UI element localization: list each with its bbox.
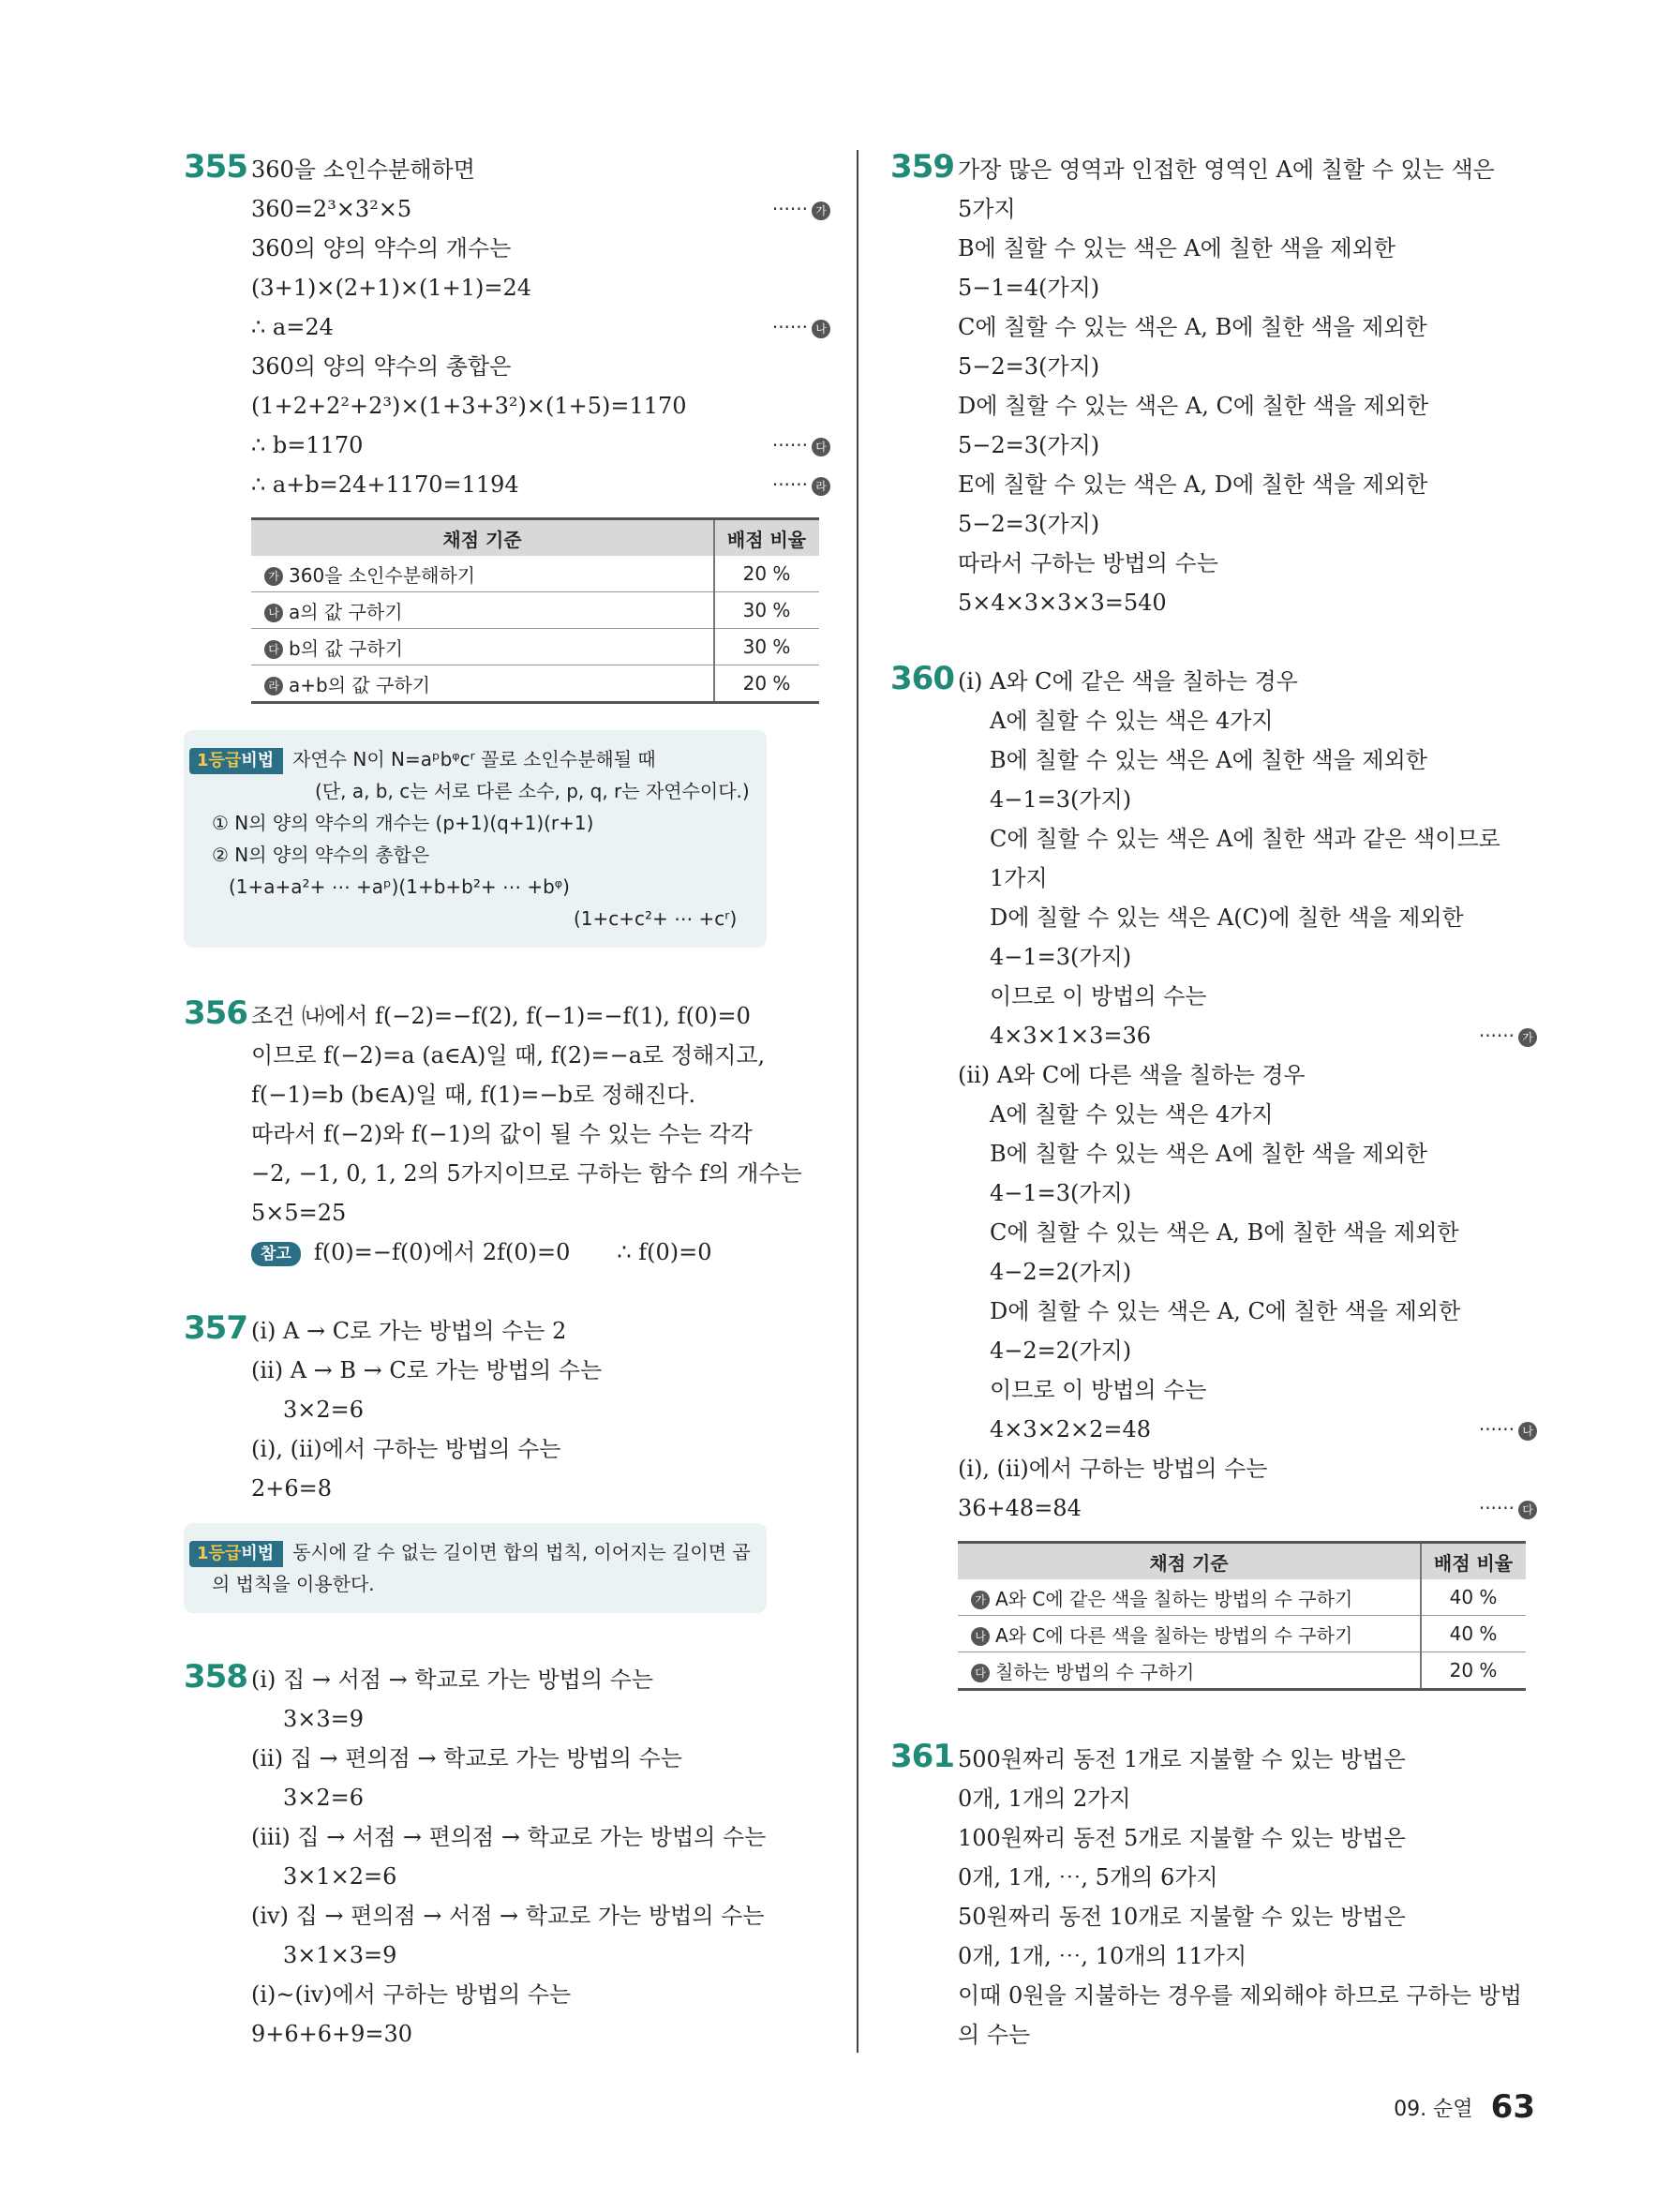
problem-number: 355 (184, 148, 247, 186)
line-text: B에 칠할 수 있는 색은 A에 칠한 색을 제외한 (958, 235, 1396, 262)
line-text: 4−2=2(가지) (990, 1259, 1132, 1285)
solution-line (251, 307, 830, 347)
scoring-row (958, 1616, 1526, 1652)
line-text: (ii) 집 → 편의점 → 학교로 가는 방법의 수는 (251, 1745, 682, 1771)
line-text: 5×4×3×3×3=540 (958, 590, 1167, 616)
criteria-text: A와 C에 같은 색을 칠하는 방법의 수 구하기 (995, 1587, 1353, 1610)
line-text: B에 칠할 수 있는 색은 A에 칠한 색을 제외한 (990, 747, 1427, 773)
line-text: (iii) 집 → 서점 → 편의점 → 학교로 가는 방법의 수는 (251, 1824, 767, 1850)
line-text: 3×1×2=6 (283, 1863, 397, 1890)
solution-line (958, 426, 1537, 465)
criteria-text: 360을 소인수분해하기 (289, 563, 476, 587)
solution-line (251, 426, 830, 465)
scoring-row (958, 1579, 1526, 1616)
tip-line (199, 839, 752, 871)
solution-line (251, 347, 830, 386)
solution-line (958, 347, 1537, 386)
solution-line (251, 1114, 830, 1154)
problem-360 (890, 662, 1537, 1691)
scoring-header-ratio: 배점 비율 (1421, 1543, 1526, 1580)
line-text: 따라서 f(−2)와 f(−1)의 값이 될 수 있는 수는 각각 (251, 1121, 753, 1147)
tip-badge-label: 비법 (241, 1544, 275, 1563)
line-text: 가장 많은 영역과 인접한 영역인 A에 칠할 수 있는 색은 (958, 157, 1495, 183)
solution-line (958, 150, 1537, 189)
scoring-criteria (251, 665, 714, 703)
line-text: 4×3×2×2=48 (990, 1416, 1152, 1442)
solution-line (251, 1311, 830, 1351)
problem-355 (184, 150, 830, 948)
criteria-circle: 나 (264, 604, 283, 622)
tip-line (199, 775, 752, 807)
solution-line (251, 1739, 830, 1778)
solution-line (958, 1779, 1537, 1818)
solution-line (958, 229, 1537, 268)
line-text: 4−1=3(가지) (990, 944, 1132, 970)
solution-lines (251, 150, 830, 504)
line-text: (i), (ii)에서 구하는 방법의 수는 (251, 1436, 561, 1462)
solution-line (958, 701, 1537, 740)
line-text: 360을 소인수분해하면 (251, 157, 475, 183)
solution-line (251, 268, 830, 307)
solution-lines (251, 996, 830, 1233)
tip-line (199, 1568, 752, 1600)
solution-line (251, 1075, 830, 1114)
solution-line (251, 1857, 830, 1896)
line-text: 360의 양의 약수의 총합은 (251, 353, 512, 380)
solution-line (251, 1036, 830, 1075)
solution-line (251, 386, 830, 426)
line-text: 360의 양의 약수의 개수는 (251, 235, 512, 262)
solution-line (958, 1370, 1537, 1410)
solution-line (251, 1390, 830, 1429)
solution-line (958, 898, 1537, 937)
line-text: 36+48=84 (958, 1495, 1082, 1521)
line-text: 9+6+6+9=30 (251, 2021, 413, 2047)
line-text: (i) A와 C에 같은 색을 칠하는 경우 (958, 668, 1298, 695)
solution-line (251, 1896, 830, 1936)
solution-line (958, 2015, 1537, 2055)
line-text: ∴ b=1170 (251, 432, 364, 458)
tip-line (199, 871, 752, 903)
criteria-text: 칠하는 방법의 수 구하기 (995, 1660, 1195, 1683)
solution-line (958, 1213, 1537, 1252)
solution-line (251, 1817, 830, 1857)
line-text: 3×2=6 (283, 1785, 365, 1811)
problem-number: 360 (890, 660, 954, 697)
line-text: 5가지 (958, 196, 1016, 222)
tip-badge-label: 비법 (241, 751, 275, 770)
solution-line (958, 1173, 1537, 1213)
solution-line (958, 780, 1537, 819)
line-text: 360=2³×3²×5 (251, 196, 412, 222)
solution-line (958, 307, 1537, 347)
scoring-table (958, 1541, 1526, 1691)
scoring-ratio: 30 % (714, 629, 819, 665)
line-text: 0개, 1개, ⋯, 10개의 11가지 (958, 1943, 1247, 1969)
line-text: C에 칠할 수 있는 색은 A에 칠한 색과 같은 색이므로 (990, 826, 1500, 852)
line-text: (i)~(iv)에서 구하는 방법의 수는 (251, 1981, 572, 2008)
tip-text: (1+a+a²+ ⋯ +aᵖ)(1+b+b²+ ⋯ +bᵠ) (229, 875, 570, 898)
solution-line (251, 1936, 830, 1975)
solution-line (251, 1975, 830, 2014)
line-text: (i), (ii)에서 구하는 방법의 수는 (958, 1456, 1268, 1482)
line-text: 5−1=4(가지) (958, 275, 1100, 301)
line-text: 5×5=25 (251, 1200, 347, 1226)
solution-lines (958, 1740, 1537, 2055)
solution-lines (958, 662, 1537, 1528)
scoring-criteria (251, 556, 714, 592)
line-text: 이므로 이 방법의 수는 (990, 983, 1207, 1009)
line-text: 3×1×3=9 (283, 1942, 397, 1968)
scoring-ratio: 20 % (714, 665, 819, 703)
line-text: (ii) A와 C에 다른 색을 칠하는 경우 (958, 1062, 1306, 1088)
step-marker-circle: 나 (1518, 1422, 1537, 1441)
line-text: 5−2=3(가지) (958, 353, 1100, 380)
line-text: 이때 0원을 지불하는 경우를 제외해야 하므로 구하는 방법 (958, 1982, 1522, 2009)
solution-line (251, 1778, 830, 1817)
solution-line (251, 2014, 830, 2054)
line-text: (1+2+2²+2³)×(1+3+3²)×(1+5)=1170 (251, 393, 687, 419)
solution-line (251, 1154, 830, 1193)
criteria-text: a의 값 구하기 (289, 600, 403, 623)
line-text: 5−2=3(가지) (958, 432, 1100, 458)
line-text: D에 칠할 수 있는 색은 A, C에 칠한 색을 제외한 (958, 393, 1429, 419)
line-text: 이므로 이 방법의 수는 (990, 1377, 1207, 1403)
chapter-label: 09. 순열 (1394, 2097, 1473, 2121)
tip-badge-grade: 1등급 (197, 751, 242, 770)
solution-lines (251, 1660, 830, 2054)
tip-text: ② N의 양의 약수의 총합은 (212, 844, 430, 866)
solution-line (958, 1331, 1537, 1370)
problem-356 (184, 996, 830, 1272)
line-text: 500원짜리 동전 1개로 지불할 수 있는 방법은 (958, 1746, 1406, 1772)
solution-line (958, 859, 1537, 898)
line-text: D에 칠할 수 있는 색은 A, C에 칠한 색을 제외한 (990, 1298, 1461, 1324)
step-marker: ······ 다 (1479, 1488, 1537, 1528)
line-text: 4−1=3(가지) (990, 786, 1132, 813)
solution-line (958, 1858, 1537, 1897)
line-text: B에 칠할 수 있는 색은 A에 칠한 색을 제외한 (990, 1141, 1427, 1167)
criteria-text: a+b의 값 구하기 (289, 673, 431, 696)
line-text: 따라서 구하는 방법의 수는 (958, 550, 1218, 576)
tip-text: (1+c+c²+ ⋯ +cʳ) (574, 907, 738, 930)
solution-line (958, 268, 1537, 307)
scoring-row (251, 592, 819, 629)
tip-badge (189, 1541, 283, 1567)
line-text: C에 칠할 수 있는 색은 A, B에 칠한 색을 제외한 (958, 314, 1427, 340)
tip-text: 동시에 갈 수 없는 길이면 합의 법칙, 이어지는 길이면 곱 (292, 1541, 751, 1563)
criteria-text: A와 C에 다른 색을 칠하는 방법의 수 구하기 (995, 1623, 1353, 1647)
line-text: 0개, 1개의 2가지 (958, 1786, 1131, 1812)
criteria-circle: 다 (971, 1664, 990, 1682)
criteria-text: b의 값 구하기 (289, 636, 404, 660)
line-text: (iv) 집 → 편의점 → 서점 → 학교로 가는 방법의 수는 (251, 1903, 765, 1929)
scoring-ratio: 30 % (714, 592, 819, 629)
left-column (184, 150, 830, 2054)
line-text: 100원짜리 동전 5개로 지불할 수 있는 방법은 (958, 1825, 1406, 1851)
scoring-header-ratio: 배점 비율 (714, 519, 819, 557)
step-marker-circle: 가 (812, 202, 830, 220)
step-marker-circle: 가 (1518, 1028, 1537, 1047)
solution-line (251, 1469, 830, 1508)
problem-number: 359 (890, 148, 954, 186)
scoring-row (251, 665, 819, 703)
solution-line (958, 544, 1537, 583)
solution-line (958, 937, 1537, 977)
reference-text: f(0)=−f(0)에서 2f(0)=0 (313, 1239, 571, 1265)
scoring-row (251, 556, 819, 592)
line-text: 5−2=3(가지) (958, 511, 1100, 537)
scoring-ratio: 40 % (1421, 1579, 1526, 1616)
column-divider (857, 150, 858, 2053)
solution-line (958, 1292, 1537, 1331)
step-marker: ······ 라 (772, 465, 830, 504)
line-text: 이므로 f(−2)=a (a∈A)일 때, f(2)=−a로 정해지고, (251, 1042, 766, 1069)
scoring-criteria (251, 629, 714, 665)
line-text: (3+1)×(2+1)×(1+1)=24 (251, 275, 531, 301)
scoring-ratio: 20 % (1421, 1652, 1526, 1690)
line-text: 4×3×1×3=36 (990, 1023, 1152, 1049)
reference-note (251, 1233, 830, 1272)
page-number: 63 (1490, 2088, 1535, 2126)
solution-line (251, 465, 830, 504)
problem-358 (184, 1660, 830, 2054)
solution-line (958, 740, 1537, 780)
line-text: D에 칠할 수 있는 색은 A(C)에 칠한 색을 제외한 (990, 904, 1464, 931)
tip-line (199, 743, 752, 775)
solution-line (251, 1660, 830, 1699)
reference-conclusion: ∴ f(0)=0 (617, 1239, 712, 1265)
scoring-table (251, 517, 819, 704)
problem-number: 361 (890, 1738, 954, 1775)
line-text: 조건 ㈏에서 f(−2)=−f(2), f(−1)=−f(1), f(0)=0 (251, 1003, 751, 1029)
solution-line (958, 386, 1537, 426)
line-text: 50원짜리 동전 10개로 지불할 수 있는 방법은 (958, 1904, 1406, 1930)
solution-line (251, 189, 830, 229)
problem-357 (184, 1311, 830, 1613)
solution-line (958, 1936, 1537, 1976)
line-text: (i) A → C로 가는 방법의 수는 2 (251, 1318, 567, 1344)
step-marker: ······ 나 (1479, 1410, 1537, 1449)
line-text: 3×3=9 (283, 1706, 365, 1732)
step-marker: ······ 가 (1479, 1016, 1537, 1055)
criteria-circle: 나 (971, 1627, 990, 1646)
solution-line (251, 1699, 830, 1739)
line-text: 4−2=2(가지) (990, 1338, 1132, 1364)
solution-line (251, 1429, 830, 1469)
criteria-circle: 다 (264, 640, 283, 659)
scoring-criteria (251, 592, 714, 629)
step-marker-circle: 다 (1518, 1501, 1537, 1519)
line-text: 의 수는 (958, 2022, 1031, 2048)
solution-line (958, 1134, 1537, 1173)
tip-line (199, 1536, 752, 1568)
line-text: E에 칠할 수 있는 색은 A, D에 칠한 색을 제외한 (958, 471, 1428, 498)
step-marker: ······ 나 (772, 307, 830, 347)
solution-line (958, 977, 1537, 1016)
scoring-row (251, 629, 819, 665)
line-text: f(−1)=b (b∈A)일 때, f(1)=−b로 정해진다. (251, 1082, 696, 1108)
solution-line (251, 1193, 830, 1233)
solution-line (958, 1818, 1537, 1858)
tip-text: (단, a, b, c는 서로 다른 소수, p, q, r는 자연수이다.) (315, 780, 750, 802)
problem-361 (890, 1740, 1537, 2055)
solution-line (958, 1488, 1537, 1528)
scoring-criteria (958, 1579, 1421, 1616)
tip-badge-grade: 1등급 (197, 1544, 242, 1563)
tip-box (184, 1523, 767, 1613)
solution-line (958, 583, 1537, 622)
solution-line (958, 465, 1537, 504)
solution-line (958, 1252, 1537, 1292)
solution-line (958, 819, 1537, 859)
line-text: −2, −1, 0, 1, 2의 5가지이므로 구하는 함수 f의 개수는 (251, 1160, 802, 1187)
line-text: C에 칠할 수 있는 색은 A, B에 칠한 색을 제외한 (990, 1219, 1459, 1246)
line-text: (i) 집 → 서점 → 학교로 가는 방법의 수는 (251, 1666, 654, 1693)
line-text: 2+6=8 (251, 1475, 333, 1502)
problem-number: 358 (184, 1658, 247, 1696)
tip-line (199, 903, 752, 934)
line-text: 0개, 1개, ⋯, 5개의 6가지 (958, 1864, 1218, 1891)
reference-badge: 참고 (251, 1242, 301, 1266)
solution-line (251, 229, 830, 268)
line-text: (ii) A → B → C로 가는 방법의 수는 (251, 1357, 603, 1383)
step-marker-circle: 라 (812, 477, 830, 496)
solution-lines (251, 1311, 830, 1508)
problem-number: 356 (184, 994, 247, 1032)
tip-text: ① N의 양의 약수의 개수는 (p+1)(q+1)(r+1) (212, 812, 594, 834)
solution-line (958, 1449, 1537, 1488)
tip-text: 자연수 N이 N=aᵖbᵠcʳ 꼴로 소인수분해될 때 (292, 748, 656, 770)
line-text: A에 칠할 수 있는 색은 4가지 (990, 1101, 1274, 1128)
scoring-criteria (958, 1652, 1421, 1690)
tip-badge (189, 748, 283, 774)
line-text: ∴ a+b=24+1170=1194 (251, 471, 519, 498)
step-marker: ······ 다 (772, 426, 830, 465)
scoring-criteria (958, 1616, 1421, 1652)
solution-line (958, 1016, 1537, 1055)
criteria-circle: 라 (264, 677, 283, 695)
solution-line (251, 150, 830, 189)
line-text: ∴ a=24 (251, 314, 334, 340)
line-text: A에 칠할 수 있는 색은 4가지 (990, 708, 1274, 734)
tip-box (184, 730, 767, 948)
tip-line (199, 807, 752, 839)
tip-text: 의 법칙을 이용한다. (212, 1573, 375, 1595)
solution-line (958, 662, 1537, 701)
scoring-row (958, 1652, 1526, 1690)
criteria-circle: 가 (264, 567, 283, 586)
scoring-header-criteria: 채점 기준 (251, 519, 714, 557)
scoring-ratio: 20 % (714, 556, 819, 592)
line-text: 3×2=6 (283, 1397, 365, 1423)
problem-number: 357 (184, 1309, 247, 1347)
solution-line (251, 996, 830, 1036)
solution-lines (958, 150, 1537, 622)
solution-line (958, 1976, 1537, 2015)
step-marker: ······ 가 (772, 189, 830, 229)
line-text: 1가지 (990, 865, 1048, 891)
solution-line (958, 1740, 1537, 1779)
solution-line (958, 504, 1537, 544)
solution-line (958, 1410, 1537, 1449)
solution-line (958, 1897, 1537, 1936)
solution-line (958, 1055, 1537, 1095)
criteria-circle: 가 (971, 1591, 990, 1609)
scoring-header-criteria: 채점 기준 (958, 1543, 1421, 1580)
step-marker-circle: 나 (812, 320, 830, 338)
solution-line (958, 189, 1537, 229)
right-column (890, 150, 1537, 2055)
line-text: 4−1=3(가지) (990, 1180, 1132, 1206)
solution-line (958, 1095, 1537, 1134)
problem-359 (890, 150, 1537, 622)
scoring-ratio: 40 % (1421, 1616, 1526, 1652)
page-footer (1394, 2088, 1535, 2126)
step-marker-circle: 다 (812, 438, 830, 456)
solution-line (251, 1351, 830, 1390)
